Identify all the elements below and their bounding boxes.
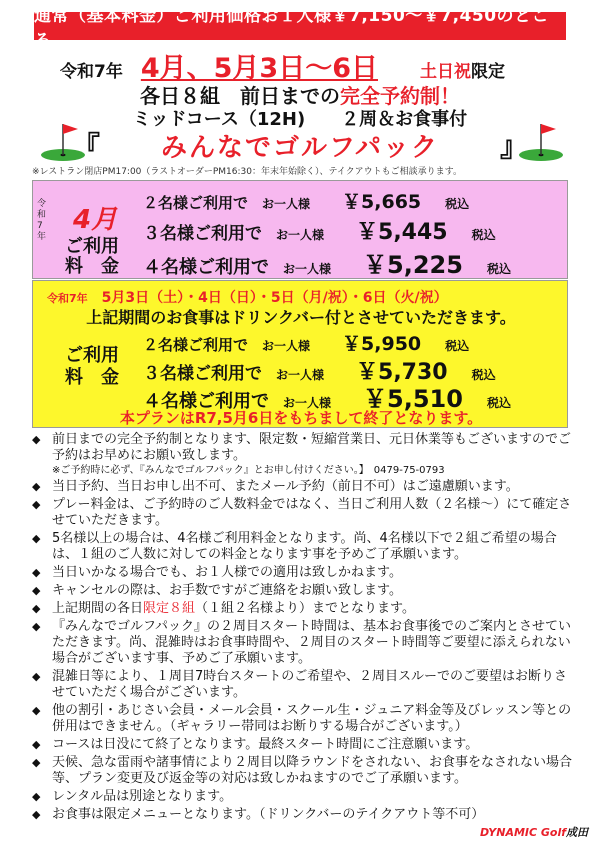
list-item [32,755,572,787]
course-line: ミッドコース（12H) ２周＆お食事付 [132,109,468,130]
note-text: レンタル品は別途となります。 [52,789,233,804]
title-days: 土日祝 [420,62,471,82]
note-text: 他の割引・あじさい会員・メール会員・スクール生・ジュニア料金等及びレッスン等との併用はできません。（ギャラリー帯同はお断りする場合がございます。） [52,703,572,734]
note-text [52,432,572,477]
note-part: 上記期間の各日 [52,601,144,616]
diamond-bullet-icon: ◆ [32,532,41,545]
note-text: コースは日没にて終了となります。最終スタート時間にご注意願います。 [52,737,479,752]
diamond-bullet-icon: ◆ [32,670,41,683]
reservation-prefix: 各日８組 前日までの [140,84,340,108]
diamond-bullet-icon: ◆ [32,480,41,493]
tax-label: 税込 [471,228,496,242]
fee-label-line: ご利用 [65,236,119,257]
price-per-person: お一人様 [262,197,311,211]
price-banner: 通常（基本料金）ご利用価格お１人様￥7,150〜￥7,450のところ [34,12,566,40]
list-item [32,737,572,753]
fee-label-line: 料 金 [65,256,119,277]
may-header [47,287,448,307]
list-item [32,619,572,667]
diamond-bullet-icon: ◆ [32,602,41,615]
tax-label: 税込 [445,339,470,353]
price-condition: ４名様ご利用で [143,257,269,278]
price-row [143,245,511,280]
note-text: 『みんなでゴルフパック』の２周目スタート時間は、基本お食事後でのご案内とさせていただきます。尚、混雑時はお食事時間や、２周目のスタート時間等ご要望に添えられない場合がございます事、予めご了承願います。 [52,619,571,666]
list-item [32,601,572,617]
may-era: 令和7年 [47,292,88,305]
list-item [32,497,572,529]
april-price-box [32,180,568,279]
price-value: ￥5,225 [363,251,463,279]
list-item [32,432,572,477]
price-value: ￥5,730 [356,360,448,385]
note-text: 5名様以上の場合は、4名様ご利用料金となります。尚、4名様以下で２組ご希望の場合は、１組のご人数に対しての料金となります事を予めご了承願います。 [52,531,557,562]
diamond-bullet-icon: ◆ [32,433,41,446]
diamond-bullet-icon: ◆ [32,808,41,821]
diamond-bullet-icon: ◆ [32,498,41,511]
price-per-person: お一人様 [276,368,325,382]
note-text: キャンセルの際は、お手数ですがご連絡をお願い致します。 [52,583,402,598]
price-condition: ３名様ご利用で [143,224,262,244]
price-per-person: お一人様 [262,339,311,353]
price-condition: ３名様ご利用で [143,364,262,384]
tax-label: 税込 [486,262,511,276]
price-condition: ２名様ご利用で [143,336,249,354]
note-sub: ※ご予約時に必ず、『みんなでゴルフパック』とお申し付けください。】 0479-75-0793 [52,465,445,476]
tax-label: 税込 [445,197,470,211]
price-value: ￥5,510 [363,385,463,413]
may-dates: 5月3日（土）・4日（日）・5日（月/祝）・6日（火/祝） [101,290,448,306]
list-item [32,565,572,581]
diamond-bullet-icon: ◆ [32,790,41,803]
note-text: 当日予約、当日お申し出不可、またメール予約（前日不可）はご遠慮願います。 [52,479,519,494]
diamond-bullet-icon: ◆ [32,584,41,597]
price-per-person: お一人様 [276,228,325,242]
restaurant-notice: ※レストラン閉店PM17:00（ラストオーダーPM16:30：年末年始除く）、テイクアウトもご相談承ります。 [32,167,462,177]
tax-label: 税込 [486,396,511,410]
may-drinkbar-note: 上記期間のお食事はドリンクバー付とさせていただきます。 [86,308,516,327]
note-text: 天候、急な雷雨や諸事情により２周目以降ラウンドをされない、お食事をなされない場合等、プラン変更及び返金等の対応は致しかねますのでご了承願います。 [52,755,573,786]
april-month: 4月 [73,205,118,235]
pack-title [72,128,528,162]
price-row [143,215,496,246]
diamond-bullet-icon: ◆ [32,756,41,769]
list-item [32,789,572,805]
note-text: プレー料金は、ご予約時のご人数料金ではなく、当日ご利用人数（２名様〜）にて確定させていただきます。 [52,497,572,528]
note-part: （１組２名様より）までとなります。 [195,601,415,616]
note-text: 混雑日等により、１周目7時台スタートのご希望や、２周目スルーでのご要望はお断りさせていただく場合がございます。 [52,669,568,700]
note-text: 当日いかなる場合でも、お１人様での適用は致しかねます。 [52,565,402,580]
price-value: ￥5,445 [356,220,448,245]
price-per-person: お一人様 [283,262,332,276]
price-per-person: お一人様 [283,396,332,410]
pack-open-bracket: 『 [72,130,101,163]
pack-name: みんなでゴルフパック [161,132,439,163]
reservation-highlight: 完全予約制！ [340,84,460,108]
note-text [52,601,572,617]
club-logo [480,824,588,840]
price-condition: ４名様ご利用で [143,391,269,412]
title-limit: 限定 [471,62,505,82]
price-value: ￥5,950 [342,333,422,355]
note-main: 前日までの完全予約制となります、限定数・短縮営業日、元日休業等もございますのでご予約はお早めにお願い致します。 [52,432,571,463]
fee-label-line: ご利用 [65,345,119,366]
list-item [32,807,572,823]
list-item [32,479,572,495]
plan-end-note: 本プランはR7,5月6日をもちまして終了となります。 [119,409,483,427]
diamond-bullet-icon: ◆ [32,566,41,579]
list-item [32,669,572,701]
tax-label: 税込 [471,368,496,382]
diamond-bullet-icon: ◆ [32,738,41,751]
diamond-bullet-icon: ◆ [32,704,41,717]
logo-dynamic: DYNAMIC Golf [480,826,567,839]
price-row [143,187,469,214]
diamond-bullet-icon: ◆ [32,620,41,633]
april-fee-label [65,237,119,277]
title-era: 令和7年 [60,62,123,82]
price-value: ￥5,665 [342,191,422,213]
list-item [32,583,572,599]
note-text: お食事は限定メニューとなります。（ドリンクバーのテイクアウト等不可） [52,807,485,822]
price-condition: ２名様ご利用で [143,194,249,212]
note-limit-highlight: 限定８組 [143,601,196,616]
may-fee-label [65,345,119,389]
notes-list [32,432,572,825]
april-side-era: 令和7年 [37,199,47,242]
title-row [60,46,550,84]
pack-close-bracket: 』 [499,130,528,163]
title-dates: 4月、5月3日〜6日 [140,53,378,84]
list-item [32,531,572,563]
fee-label-line: 料 金 [65,367,119,388]
may-price-box [32,280,568,428]
logo-narita: 成田 [566,826,589,839]
price-row [143,329,469,356]
list-item [32,703,572,735]
